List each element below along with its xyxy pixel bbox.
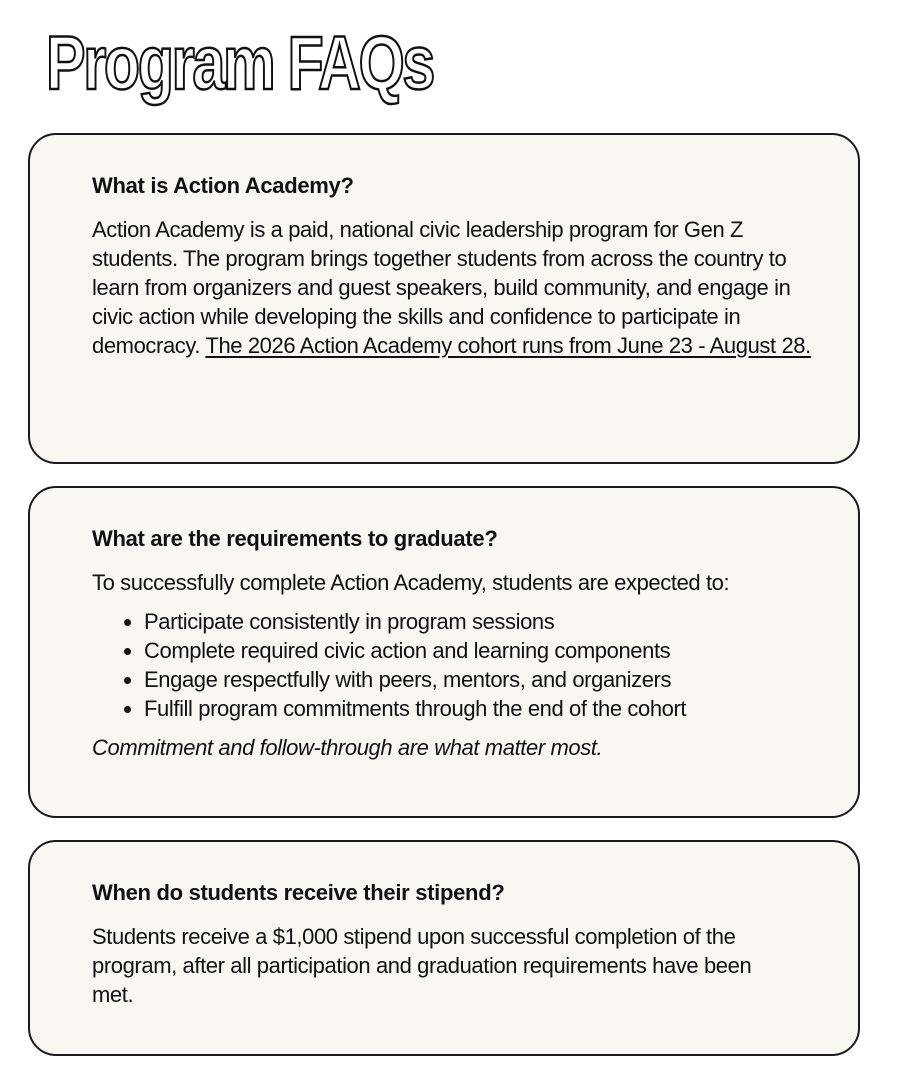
cohort-dates-link[interactable]: The 2026 Action Academy cohort runs from June 23 - August 28. (205, 333, 811, 358)
requirement-item: • Engage respectfully with peers, mentors, and organizers (144, 665, 828, 694)
page-title: Program FAQs (46, 21, 434, 106)
requirement-item: • Complete required civic action and learning components (144, 636, 828, 665)
faq-card-what-is-action-academy (28, 133, 860, 464)
faq-question: When do students receive their stipend? (92, 880, 505, 905)
requirement-item: • Participate consistently in program sessions (144, 607, 828, 636)
faq-answer (92, 215, 812, 360)
requirements-list (92, 607, 828, 723)
faq-closing-note: Commitment and follow-through are what matter most. (92, 735, 603, 760)
faq-question: What are the requirements to graduate? (92, 526, 498, 551)
faq-card-stipend (28, 840, 860, 1056)
requirement-item: • Fulfill program commitments through the end of the cohort (144, 694, 828, 723)
faq-answer-text: Action Academy is a paid, national civic leadership program for Gen Z students. The program brings together students from across the country to learn from organizers and guest speakers, build community, and engage in civic action while developing the skills and confidence to participate in democracy. (92, 217, 791, 358)
faq-answer: Students receive a $1,000 stipend upon successful completion of the program, after all participation and graduation requirements have been met. (92, 924, 752, 1007)
faq-card-graduation-requirements (28, 486, 860, 818)
faq-intro: To successfully complete Action Academy, students are expected to: (92, 570, 730, 595)
faq-question: What is Action Academy? (92, 173, 354, 198)
